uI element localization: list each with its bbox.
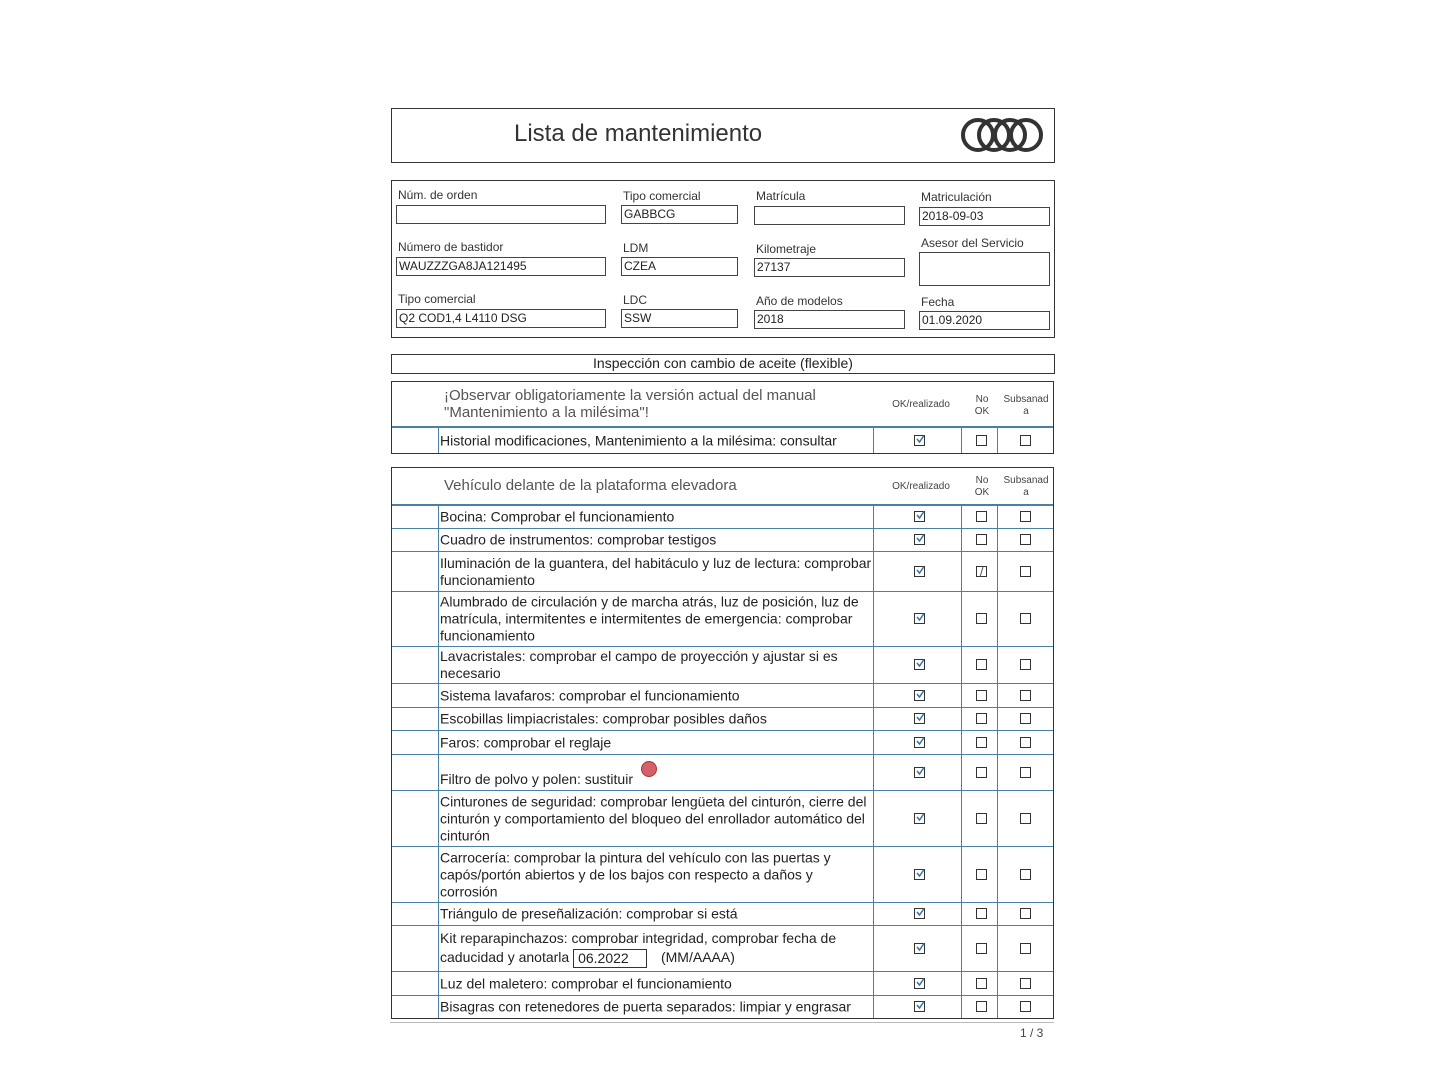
subsanada-checkbox[interactable]: [1020, 713, 1031, 724]
ok-checkbox[interactable]: [914, 534, 925, 545]
col-no-ok-line-1: No: [975, 475, 989, 486]
ok-checkbox[interactable]: [914, 737, 925, 748]
subsanada-checkbox[interactable]: [1020, 566, 1031, 577]
anio-modelos-field[interactable]: 2018: [754, 310, 905, 329]
subsanada-checkbox[interactable]: [1020, 767, 1031, 778]
no-ok-checkbox[interactable]: [976, 659, 987, 670]
no-ok-checkbox[interactable]: [976, 978, 987, 989]
fecha-label: Fecha: [921, 295, 955, 309]
expiry-date-unit: (MM/AAAA): [660, 948, 735, 965]
ldm-field[interactable]: CZEA: [621, 257, 738, 276]
col-no-ok-line-2: OK: [974, 406, 990, 417]
no-ok-checkbox[interactable]: [976, 713, 987, 724]
no-ok-checkbox[interactable]: [976, 908, 987, 919]
col-no-ok-line-2: OK: [974, 487, 990, 498]
manual-notice-title: [444, 387, 816, 421]
vehicle-info-box: [391, 180, 1055, 338]
tipo-comercial-code-label: Tipo comercial: [623, 189, 701, 203]
ldc-label: LDC: [623, 293, 648, 307]
table-row: [392, 847, 1053, 903]
row-text: Sistema lavafaros: comprobar el funcionamiento: [440, 687, 740, 703]
table-row: [392, 791, 1053, 847]
table-row: [392, 996, 1053, 1018]
kilometraje-label: Kilometraje: [756, 242, 817, 256]
subsanada-checkbox[interactable]: [1020, 869, 1031, 880]
subsanada-checkbox[interactable]: [1020, 435, 1031, 446]
matriculacion-label: Matriculación: [921, 190, 992, 204]
row-text: Bisagras con retenedores de puerta separados: limpiar y engrasar: [440, 998, 851, 1015]
subsanada-checkbox[interactable]: [1020, 978, 1031, 989]
table-header: [392, 382, 1053, 428]
col-subsanada-line-1: Subsanad: [1003, 394, 1049, 405]
title-box: [391, 108, 1055, 163]
no-ok-checkbox[interactable]: [976, 943, 987, 954]
row-text: Escobillas limpiacristales: comprobar posibles daños: [440, 710, 767, 727]
row-text: Historial modificaciones, Mantenimiento a la milésima: consultar: [440, 432, 837, 448]
tipo-comercial-desc-label: Tipo comercial: [398, 292, 476, 306]
table-row: [392, 552, 1053, 592]
col-subsanada-line-2: a: [1023, 406, 1029, 417]
no-ok-checkbox[interactable]: [976, 511, 987, 522]
no-ok-checkbox[interactable]: [976, 1001, 987, 1012]
kilometraje-field[interactable]: 27137: [754, 258, 905, 277]
page-number: 1 / 3: [1020, 1026, 1044, 1040]
no-ok-checkbox[interactable]: [976, 767, 987, 778]
no-ok-checkbox[interactable]: [976, 566, 987, 577]
col-no-ok-header: [966, 394, 998, 418]
anio-modelos-label: Año de modelos: [756, 294, 843, 308]
row-text: Cuadro de instrumentos: comprobar testigos: [440, 531, 717, 548]
col-subsanada-line-1: Subsanad: [1003, 475, 1049, 486]
no-ok-checkbox[interactable]: [976, 690, 987, 701]
matriculacion-field[interactable]: 2018-09-03: [919, 207, 1050, 226]
manual-notice-title-line-1: ¡Observar obligatoriamente la versión actual del manual: [444, 387, 816, 404]
asesor-label: Asesor del Servicio: [921, 236, 1024, 250]
ok-checkbox[interactable]: [914, 713, 925, 724]
row-text-line-2-label: caducidad y anotarla: [440, 948, 570, 965]
row-text: Iluminación de la guantera, del habitáculo y luz de lectura: comprobar funcionamiento: [440, 554, 872, 588]
matricula-field[interactable]: [754, 206, 905, 225]
numero-bastidor-field[interactable]: WAUZZZGA8JA121495: [396, 257, 606, 276]
ldc-field[interactable]: SSW: [621, 309, 738, 328]
subsanada-checkbox[interactable]: [1020, 813, 1031, 824]
section-title: Inspección con cambio de aceite (flexible): [391, 354, 1055, 374]
ok-checkbox[interactable]: [914, 566, 925, 577]
vehicle-front-title: Vehículo delante de la plataforma elevadora: [444, 477, 737, 494]
no-ok-checkbox[interactable]: [976, 869, 987, 880]
manual-notice-table: [391, 381, 1054, 454]
ok-checkbox[interactable]: [914, 613, 925, 624]
col-no-ok-line-1: No: [975, 394, 989, 405]
fecha-field[interactable]: 01.09.2020: [919, 311, 1050, 330]
ok-checkbox[interactable]: [914, 869, 925, 880]
matricula-label: Matrícula: [756, 189, 806, 203]
subsanada-checkbox[interactable]: [1020, 690, 1031, 701]
col-no-ok-header: [966, 475, 998, 499]
no-ok-checkbox[interactable]: [976, 813, 987, 824]
page-title: Lista de mantenimiento: [514, 120, 763, 147]
red-stamp-icon: [641, 761, 657, 777]
subsanada-checkbox[interactable]: [1020, 943, 1031, 954]
ok-checkbox[interactable]: [914, 908, 925, 919]
table-header: [392, 468, 1053, 506]
table-row: [392, 684, 1053, 708]
ok-checkbox[interactable]: [914, 690, 925, 701]
row-text: Alumbrado de circulación y de marcha atrás, luz de posición, luz de matrícula, intermitentes e intermitentes de emergencia: comprobar funcionamiento: [440, 593, 859, 644]
subsanada-checkbox[interactable]: [1020, 737, 1031, 748]
row-text: Triángulo de preseñalización: comprobar si está: [440, 905, 738, 922]
expiry-date-field[interactable]: 06.2022: [573, 949, 647, 968]
table-row: [392, 926, 1053, 972]
ldm-label: LDM: [623, 241, 649, 255]
row-text: [440, 930, 872, 968]
table-row: [392, 428, 1053, 453]
footer-divider: [390, 1022, 1054, 1023]
no-ok-checkbox[interactable]: [976, 737, 987, 748]
row-text: [440, 771, 872, 788]
col-subsanada-line-2: a: [1023, 487, 1029, 498]
tipo-comercial-code-field[interactable]: GABBCG: [621, 205, 738, 224]
table-row: [392, 647, 1053, 684]
asesor-field[interactable]: [919, 252, 1050, 286]
col-subsanada-header: [1001, 475, 1051, 499]
table-row: [392, 731, 1053, 755]
row-text: Carrocería: comprobar la pintura del vehículo con las puertas y capós/portón abiertos y de los bajos con respecto a daños y corrosión: [440, 849, 831, 899]
row-text: Lavacristales: comprobar el campo de proyección y ajustar si es necesario: [440, 648, 838, 681]
audi-rings-logo: [960, 114, 1044, 156]
col-subsanada-header: [1001, 394, 1051, 418]
ok-checkbox[interactable]: [914, 978, 925, 989]
subsanada-checkbox[interactable]: [1020, 1001, 1031, 1012]
row-text-label: Filtro de polvo y polen: sustituir: [440, 771, 633, 787]
ok-checkbox[interactable]: [914, 813, 925, 824]
row-text: Faros: comprobar el reglaje: [440, 734, 612, 750]
ok-checkbox[interactable]: [914, 435, 925, 446]
num-orden-field[interactable]: [396, 205, 606, 224]
table-row: [392, 529, 1053, 552]
table-row: [392, 708, 1053, 731]
row-text: Bocina: Comprobar el funcionamiento: [440, 508, 675, 525]
col-ok-header: OK/realizado: [892, 481, 950, 492]
table-row: [392, 755, 1053, 791]
row-text: Luz del maletero: comprobar el funcionamiento: [440, 975, 732, 991]
subsanada-checkbox[interactable]: [1020, 511, 1031, 522]
no-ok-checkbox[interactable]: [976, 435, 987, 446]
ok-checkbox[interactable]: [914, 767, 925, 778]
ok-checkbox[interactable]: [914, 943, 925, 954]
col-ok-header: OK/realizado: [892, 399, 950, 410]
ok-checkbox[interactable]: [914, 659, 925, 670]
num-orden-label: Núm. de orden: [398, 188, 478, 202]
subsanada-checkbox[interactable]: [1020, 534, 1031, 545]
row-text-line-1: Kit reparapinchazos: comprobar integridad, comprobar fecha de: [440, 929, 837, 946]
table-row: [392, 903, 1053, 926]
no-ok-checkbox[interactable]: [976, 534, 987, 545]
ok-checkbox[interactable]: [914, 1001, 925, 1012]
subsanada-checkbox[interactable]: [1020, 659, 1031, 670]
no-ok-checkbox[interactable]: [976, 613, 987, 624]
subsanada-checkbox[interactable]: [1020, 908, 1031, 919]
subsanada-checkbox[interactable]: [1020, 613, 1031, 624]
ok-checkbox[interactable]: [914, 511, 925, 522]
numero-bastidor-label: Número de bastidor: [398, 240, 504, 254]
table-row: [392, 972, 1053, 996]
manual-notice-title-line-2: "Mantenimiento a la milésima"!: [444, 404, 649, 421]
row-text-line-2: [440, 949, 872, 968]
table-row: [392, 506, 1053, 529]
tipo-comercial-desc-field[interactable]: Q2 COD1,4 L4110 DSG: [396, 309, 606, 328]
table-row: [392, 592, 1053, 647]
row-text: Cinturones de seguridad: comprobar lengüeta del cinturón, cierre del cinturón y comportamiento del bloqueo del enrollador automático del cinturón: [440, 793, 867, 843]
vehicle-front-table: [391, 467, 1054, 1019]
